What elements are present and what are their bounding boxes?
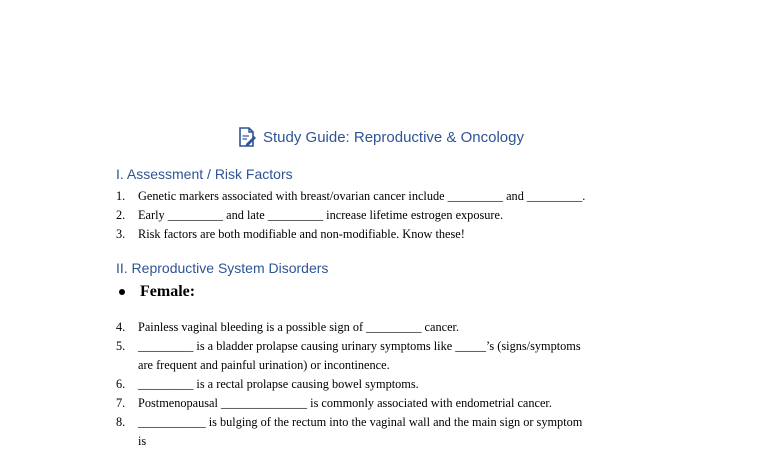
item-text: Painless vaginal bleeding is a possible sign of _________ cancer. [138, 320, 460, 334]
item-text: _________ is a bladder prolapse causing urinary symptoms like _____’s (signs/symptoms [138, 339, 581, 353]
bullet-dot-icon [119, 289, 125, 295]
item-text-continued: is [138, 434, 147, 448]
item-text: Postmenopausal ______________ is commonly associated with endometrial cancer. [138, 396, 552, 410]
item-number: 2. [116, 208, 126, 222]
item-number: 3. [116, 227, 126, 241]
section-heading-assessment: I. Assessment / Risk Factors [116, 166, 293, 182]
item-number: 7. [116, 396, 126, 410]
section-heading-disorders: II. Reproductive System Disorders [116, 260, 329, 276]
item-text: Risk factors are both modifiable and non-modifiable. Know these! [138, 227, 465, 241]
bullet-label: Female: [140, 283, 196, 300]
page-title [238, 126, 524, 148]
item-number: 8. [116, 415, 126, 429]
item-text-continued: are frequent and painful urination) or incontinence. [138, 358, 390, 372]
item-text: Genetic markers associated with breast/ovarian cancer include _________ and _________. [138, 189, 586, 203]
item-text: _________ is a rectal prolapse causing bowel symptoms. [138, 377, 419, 391]
document-edit-icon [238, 127, 256, 147]
item-text: Early _________ and late _________ increase lifetime estrogen exposure. [138, 208, 504, 222]
item-number: 6. [116, 377, 126, 391]
item-number: 4. [116, 320, 126, 334]
title-text: Study Guide: Reproductive & Oncology [263, 128, 524, 146]
item-number: 5. [116, 339, 126, 353]
item-number: 1. [116, 189, 126, 203]
item-text: ___________ is bulging of the rectum into the vaginal wall and the main sign or symptom [138, 415, 583, 429]
bullet-female [116, 283, 195, 301]
